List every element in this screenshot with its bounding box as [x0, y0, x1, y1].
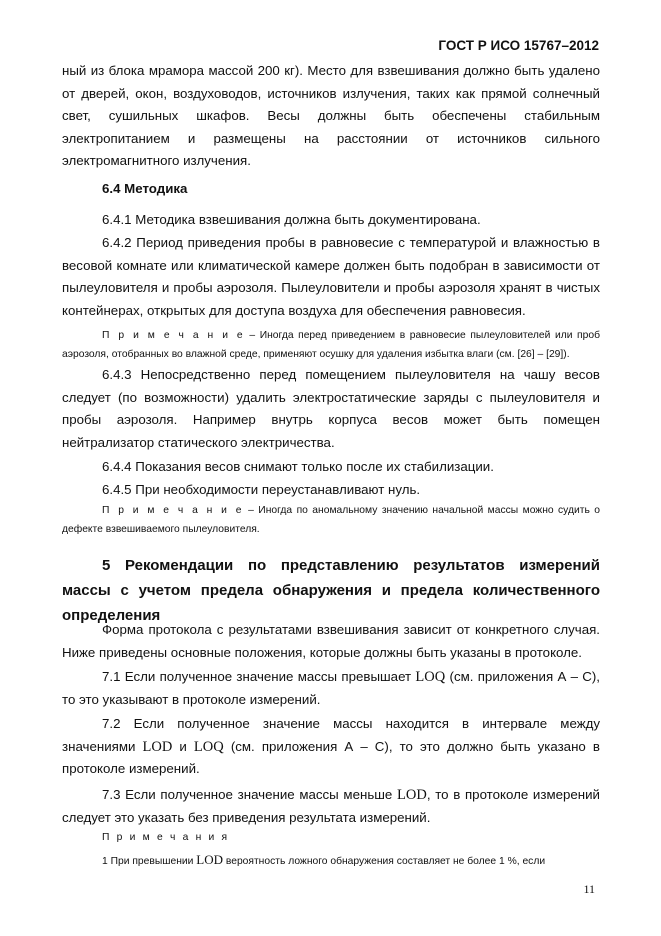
notes-label-text: П р и м е ч а н и я — [102, 832, 230, 843]
p71-part-a: 7.1 Если полученное значение массы превышает — [102, 669, 416, 684]
term-lod: LOD — [142, 738, 173, 755]
paragraph-6-4-2: 6.4.2 Период приведения пробы в равновесие с температурой и влажностью в весовой комнате или климатической камере должен быть подобран в зависимости от пылеуловителя и пробы аэрозоля. Пылеуловители и пробы аэрозоля хранят в чистых контейнерах, открытых для доступа воздуха для обеспечения равновесия. — [62, 235, 600, 318]
paragraph-6-4-4: 6.4.4 Показания весов снимают только после их стабилизации. — [102, 459, 494, 474]
p73-part-a: 7.3 Если полученное значение массы меньше — [102, 787, 397, 802]
term-lod: LOD — [397, 787, 427, 803]
section-6-4-title: 6.4 Методика — [102, 181, 188, 196]
term-lod: LOD — [196, 852, 223, 867]
note-1 — [62, 327, 600, 364]
note-1-text: – Иногда перед приведением в равновесие пылеуловителей или проб аэрозоля, отобранных во влажной среде, применяют осушку для удаления избытка влаги (см. [26] – [29]). — [62, 330, 600, 360]
paragraph-6-4-1: 6.4.1 Методика взвешивания должна быть документирована. — [102, 212, 481, 227]
note-2 — [62, 502, 600, 539]
paragraph-7-3 — [62, 784, 600, 829]
section-5-title: 5 Рекомендации по представлению результатов измерений массы с учетом предела обнаружения и предела количественного определения — [62, 557, 600, 624]
paragraph-6-4-3: 6.4.3 Непосредственно перед помещением пылеуловителя на чашу весов следует (по возможности) удалить электростатические заряды с пылеуловителя и пробы аэрозоля. Например внутрь корпуса весов может быть помещен нейтрализатор статического электричества. — [62, 367, 600, 450]
intro-paragraph: ный из блока мрамора массой 200 кг). Место для взвешивания должно быть удалено от дверей, окон, воздуховодов, источников излучения, таких как прямой солнечный свет, сушильных шкафов. Весы должны быть обеспечены стабильным электропитанием и размещены на расстоянии от источников сильного электромагнитного излучения. — [62, 63, 600, 169]
paragraph-intro-5: Форма протокола с результатами взвешивания зависит от конкретного случая. Ниже приведены основные положения, которые должны быть указаны в протоколе. — [62, 622, 600, 660]
note-2-label: П р и м е ч а н и е — [102, 505, 244, 516]
term-loq: LOQ — [415, 669, 446, 685]
paragraph-7-1 — [62, 666, 600, 711]
paragraph-6-4-5: 6.4.5 При необходимости переустанавливают нуль. — [102, 482, 421, 497]
note-2-text: – Иногда по аномальному значению начальной массы можно судить о дефекте взвешиваемого пылеуловителя. — [62, 505, 600, 535]
p73-part-b: , то в протоколе измерений следует это указать без приведения результата измерений. — [62, 787, 600, 825]
p72-part-c: (см. приложения А – С), то это должно быть указано в протоколе измерений. — [62, 738, 600, 777]
notes-label — [62, 829, 600, 848]
document-code: ГОСТ Р ИСО 15767–2012 — [438, 38, 599, 53]
p72-part-b: и — [172, 738, 194, 754]
term-loq: LOQ — [193, 738, 224, 755]
note-item-1-part-b: вероятность ложного обнаружения составляет не более 1 %, если — [223, 856, 546, 867]
paragraph-7-2 — [62, 713, 600, 781]
note-item-1-part-a: 1 При превышении — [102, 856, 197, 867]
p71-part-b: (см. приложения А – С), то это указывают в протоколе измерений. — [62, 669, 601, 707]
note-1-label: П р и м е ч а н и е — [102, 330, 245, 341]
note-item-1 — [62, 851, 600, 872]
p72-part-a: 7.2 Если полученное значение массы находится в интервале между значениями — [62, 716, 600, 754]
page-number: 11 — [583, 882, 595, 896]
